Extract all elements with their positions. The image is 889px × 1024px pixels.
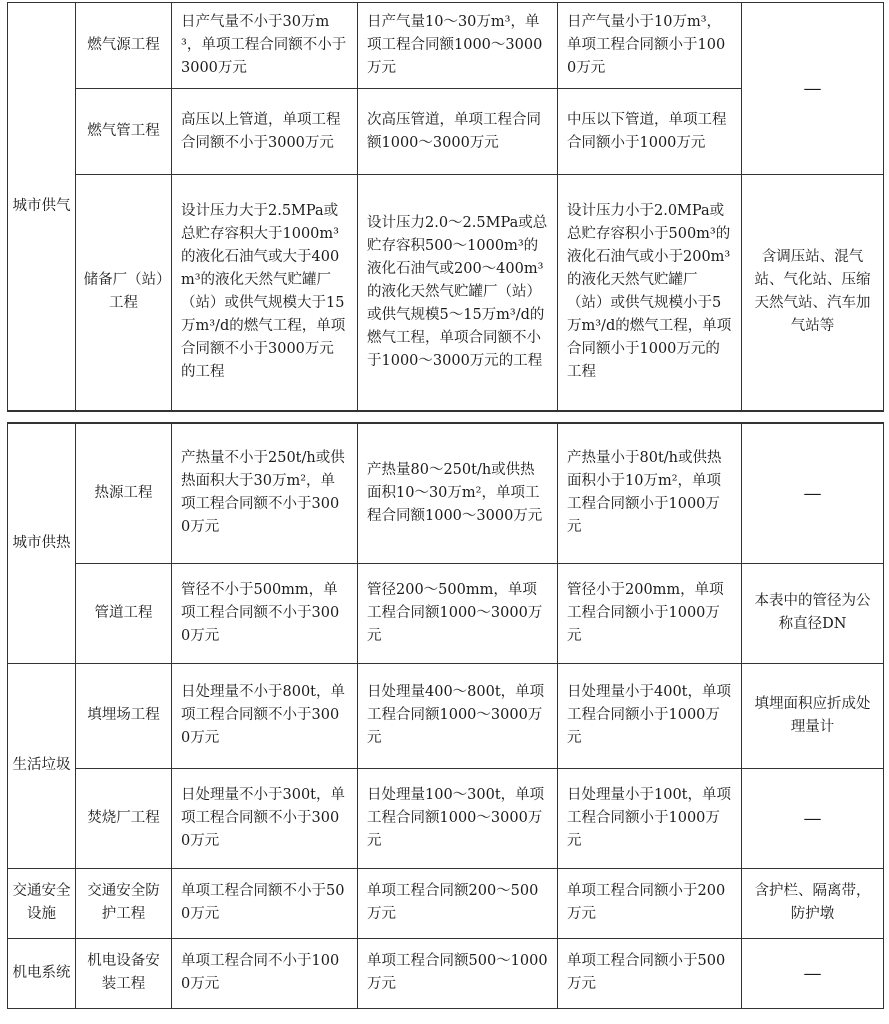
table-row xyxy=(8,3,884,89)
subcategory-cell: 焚烧厂工程 xyxy=(76,768,172,868)
table-row xyxy=(8,663,884,768)
medium-scale-cell: 日处理量400～800t，单项工程合同额1000～3000万元 xyxy=(358,663,558,768)
category-cell: 机电系统 xyxy=(8,938,76,1008)
small-scale-cell: 单项工程合同额小于200万元 xyxy=(558,868,742,938)
large-scale-cell: 高压以上管道，单项工程合同额不小于3000万元 xyxy=(172,89,358,175)
medium-scale-cell: 日处理量100～300t，单项工程合同额1000～3000万元 xyxy=(358,768,558,868)
note-cell: 含调压站、混气站、气化站、压缩天然气站、汽车加气站等 xyxy=(742,175,884,411)
large-scale-cell: 管径不小于500mm，单项工程合同额不小于3000万元 xyxy=(172,563,358,663)
note-cell: 本表中的管径为公称直径DN xyxy=(742,563,884,663)
small-scale-cell: 日处理量小于400t，单项工程合同额小于1000万元 xyxy=(558,663,742,768)
table-row xyxy=(8,868,884,938)
medium-scale-cell: 管径200～500mm，单项工程合同额1000～3000万元 xyxy=(358,563,558,663)
category-cell: 交通安全设施 xyxy=(8,868,76,938)
note-cell: — xyxy=(742,423,884,563)
small-scale-cell: 日处理量小于100t，单项工程合同额小于1000万元 xyxy=(558,768,742,868)
small-scale-cell: 日产气量小于10万m³，单项工程合同额小于1000万元 xyxy=(558,3,742,89)
subcategory-cell: 填埋场工程 xyxy=(76,663,172,768)
medium-scale-cell: 单项工程合同额500～1000万元 xyxy=(358,938,558,1008)
medium-scale-cell: 日产气量10～30万m³，单项工程合同额1000～3000万元 xyxy=(358,3,558,89)
note-cell: 填埋面积应折成处理量计 xyxy=(742,663,884,768)
category-cell: 城市供热 xyxy=(8,423,76,663)
table-row xyxy=(8,768,884,868)
subcategory-cell: 管道工程 xyxy=(76,563,172,663)
subcategory-cell: 燃气源工程 xyxy=(76,3,172,89)
large-scale-cell: 单项工程合同额不小于500万元 xyxy=(172,868,358,938)
large-scale-cell: 单项工程合同不小于1000万元 xyxy=(172,938,358,1008)
large-scale-cell: 设计压力大于2.5MPa或总贮存容积大于1000m³的液化石油气或大于400m³的液化天然气贮罐厂（站）或供气规模大于15万m³/d的燃气工程，单项合同额不小于3000万元的工程 xyxy=(172,175,358,411)
note-cell: — xyxy=(742,3,884,175)
gas-table xyxy=(7,2,884,412)
small-scale-cell: 设计压力小于2.0MPa或总贮存容积小于500m³的液化石油气或小于200m³的液化天然气贮罐厂（站）或供气规模小于5万m³/d的燃气工程，单项合同额小于1000万元的工程 xyxy=(558,175,742,411)
table-row xyxy=(8,175,884,411)
medium-scale-cell: 产热量80～250t/h或供热面积10～30万m²，单项工程合同额1000～3000万元 xyxy=(358,423,558,563)
medium-scale-cell: 单项工程合同额200～500万元 xyxy=(358,868,558,938)
subcategory-cell: 热源工程 xyxy=(76,423,172,563)
subcategory-cell: 交通安全防护工程 xyxy=(76,868,172,938)
small-scale-cell: 中压以下管道，单项工程合同额小于1000万元 xyxy=(558,89,742,175)
table-row xyxy=(8,938,884,1008)
large-scale-cell: 产热量不小于250t/h或供热面积大于30万m²，单项工程合同额不小于3000万元 xyxy=(172,423,358,563)
subcategory-cell: 机电设备安装工程 xyxy=(76,938,172,1008)
small-scale-cell: 产热量小于80t/h或供热面积小于10万m²，单项工程合同额小于1000万元 xyxy=(558,423,742,563)
small-scale-cell: 管径小于200mm，单项工程合同额小于1000万元 xyxy=(558,563,742,663)
table-row xyxy=(8,563,884,663)
subcategory-cell: 燃气管工程 xyxy=(76,89,172,175)
medium-scale-cell: 设计压力2.0～2.5MPa或总贮存容积500～1000m³的液化石油气或200～400m³的液化天然气贮罐厂（站）或供气规模5～15万m³/d的燃气工程，单项合同额不小于1000～3000万元的工程 xyxy=(358,175,558,411)
large-scale-cell: 日产气量不小于30万m³，单项工程合同额不小于3000万元 xyxy=(172,3,358,89)
table-row xyxy=(8,423,884,563)
large-scale-cell: 日处理量不小于300t，单项工程合同额不小于3000万元 xyxy=(172,768,358,868)
category-cell: 生活垃圾 xyxy=(8,663,76,868)
subcategory-cell: 储备厂（站）工程 xyxy=(76,175,172,411)
category-cell: 城市供气 xyxy=(8,3,76,411)
note-cell: — xyxy=(742,938,884,1008)
note-cell: — xyxy=(742,768,884,868)
heat-waste-table xyxy=(7,422,884,1009)
small-scale-cell: 单项工程合同额小于500万元 xyxy=(558,938,742,1008)
medium-scale-cell: 次高压管道，单项工程合同额1000～3000万元 xyxy=(358,89,558,175)
large-scale-cell: 日处理量不小于800t，单项工程合同额不小于3000万元 xyxy=(172,663,358,768)
note-cell: 含护栏、隔离带，防护墩 xyxy=(742,868,884,938)
